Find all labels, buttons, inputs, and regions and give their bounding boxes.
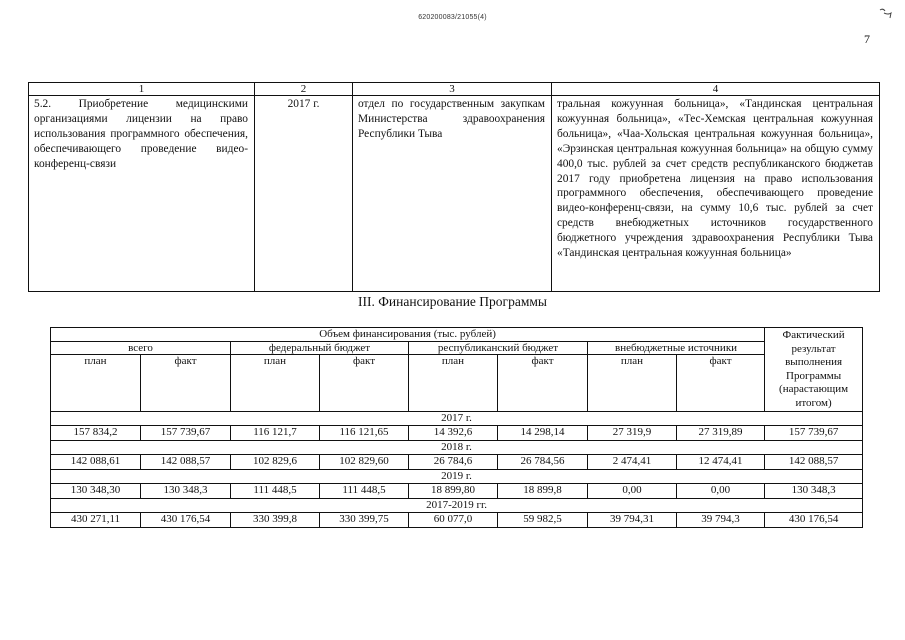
amount-cell: 142 088,61 bbox=[51, 454, 141, 469]
amount-cell: 142 088,57 bbox=[141, 454, 231, 469]
amount-cell: 60 077,0 bbox=[409, 512, 498, 527]
amount-cell: 157 834,2 bbox=[51, 425, 141, 440]
plan-header: план bbox=[588, 355, 677, 411]
fact-header: факт bbox=[141, 355, 231, 411]
table-row bbox=[51, 483, 863, 498]
amount-cell: 26 784,6 bbox=[409, 454, 498, 469]
actual-result-cell: 130 348,3 bbox=[765, 483, 863, 498]
amount-cell: 14 298,14 bbox=[498, 425, 588, 440]
fact-header: факт bbox=[320, 355, 409, 411]
source-groups-row bbox=[51, 341, 863, 355]
amount-cell: 130 348,30 bbox=[51, 483, 141, 498]
actual-result-cell: 157 739,67 bbox=[765, 425, 863, 440]
amount-cell: 102 829,60 bbox=[320, 454, 409, 469]
period-row bbox=[51, 469, 863, 483]
period-row bbox=[51, 411, 863, 425]
activities-table bbox=[28, 82, 880, 292]
table-row bbox=[29, 96, 880, 292]
amount-cell: 26 784,56 bbox=[498, 454, 588, 469]
period-label: 2017-2019 гг. bbox=[51, 498, 863, 512]
amount-cell: 18 899,80 bbox=[409, 483, 498, 498]
amount-cell: 59 982,5 bbox=[498, 512, 588, 527]
amount-cell: 157 739,67 bbox=[141, 425, 231, 440]
fact-header: факт bbox=[498, 355, 588, 411]
amount-cell: 18 899,8 bbox=[498, 483, 588, 498]
plan-header: план bbox=[231, 355, 320, 411]
period-row bbox=[51, 498, 863, 512]
amount-cell: 111 448,5 bbox=[231, 483, 320, 498]
amount-cell: 0,00 bbox=[588, 483, 677, 498]
amount-cell: 111 448,5 bbox=[320, 483, 409, 498]
period-label: 2017 г. bbox=[51, 411, 863, 425]
amount-cell: 430 176,54 bbox=[141, 512, 231, 527]
group-republic-header: республиканский бюджет bbox=[409, 341, 588, 355]
period-row bbox=[51, 440, 863, 454]
period-label: 2019 г. bbox=[51, 469, 863, 483]
financing-volume-header: Объем финансирования (тыс. рублей) bbox=[51, 328, 765, 342]
actual-result-cell: 430 176,54 bbox=[765, 512, 863, 527]
amount-cell: 27 319,89 bbox=[677, 425, 765, 440]
amount-cell: 12 474,41 bbox=[677, 454, 765, 469]
amount-cell: 39 794,3 bbox=[677, 512, 765, 527]
financing-periods bbox=[51, 411, 863, 527]
amount-cell: 116 121,7 bbox=[231, 425, 320, 440]
plan-header: план bbox=[409, 355, 498, 411]
executor-cell: отдел по государственным закупкам Министерства здравоохранения Республики Тыва bbox=[353, 96, 552, 292]
financing-head-row bbox=[51, 328, 863, 342]
amount-cell: 330 399,8 bbox=[231, 512, 320, 527]
page-number: 7 bbox=[864, 32, 870, 46]
column-number-row bbox=[29, 83, 880, 96]
document-id: 620200083/21055(4) bbox=[418, 14, 487, 21]
section-title: III. Финансирование Программы bbox=[358, 294, 547, 309]
amount-cell: 14 392,6 bbox=[409, 425, 498, 440]
financing-table bbox=[50, 327, 863, 528]
column-number: 2 bbox=[255, 83, 353, 96]
plan-fact-row bbox=[51, 355, 863, 411]
amount-cell: 39 794,31 bbox=[588, 512, 677, 527]
amount-cell: 102 829,6 bbox=[231, 454, 320, 469]
group-federal-header: федеральный бюджет bbox=[231, 341, 409, 355]
table-row bbox=[51, 425, 863, 440]
corner-mark-icon bbox=[878, 7, 894, 21]
column-number: 3 bbox=[353, 83, 552, 96]
table-row bbox=[51, 512, 863, 527]
group-extrabudget-header: внебюджетные источники bbox=[588, 341, 765, 355]
amount-cell: 330 399,75 bbox=[320, 512, 409, 527]
amount-cell: 0,00 bbox=[677, 483, 765, 498]
actual-result-cell: 142 088,57 bbox=[765, 454, 863, 469]
activity-cell: 5.2. Приобретение медицинскими организациями лицензии на право использования программного обеспечения, обеспечивающего проведение видео-конференц-связи bbox=[29, 96, 255, 292]
column-number: 1 bbox=[29, 83, 255, 96]
period-label: 2018 г. bbox=[51, 440, 863, 454]
amount-cell: 430 271,11 bbox=[51, 512, 141, 527]
amount-cell: 116 121,65 bbox=[320, 425, 409, 440]
table-row bbox=[51, 454, 863, 469]
fact-header: факт bbox=[677, 355, 765, 411]
plan-header: план bbox=[51, 355, 141, 411]
year-cell: 2017 г. bbox=[255, 96, 353, 292]
column-number: 4 bbox=[552, 83, 880, 96]
amount-cell: 27 319,9 bbox=[588, 425, 677, 440]
actual-result-header: Фактический результат выполнения Программы (нарастающим итогом) bbox=[765, 328, 863, 412]
result-cell: тральная кожуунная больница», «Тандинская центральная кожуунная больница», «Тес-Хемская центральная кожуунная больница», «Чаа-Хольская центральная кожуунная больница», «Эрзинская центральная кожуунная больница» на общую сумму 400,0 тыс. рублей за счет средств республиканского бюджетав 2017 году приобретена лицензия на право использования программного обеспечения, обеспечивающего проведение видео-конференц-связи, на сумму 10,6 тыс. рублей за счет средств внебюджетных источников государственного бюджетного учреждения здравоохранения Республики Тыва «Тандинская центральная кожуунная больница» bbox=[552, 96, 880, 292]
group-total-header: всего bbox=[51, 341, 231, 355]
amount-cell: 2 474,41 bbox=[588, 454, 677, 469]
amount-cell: 130 348,3 bbox=[141, 483, 231, 498]
